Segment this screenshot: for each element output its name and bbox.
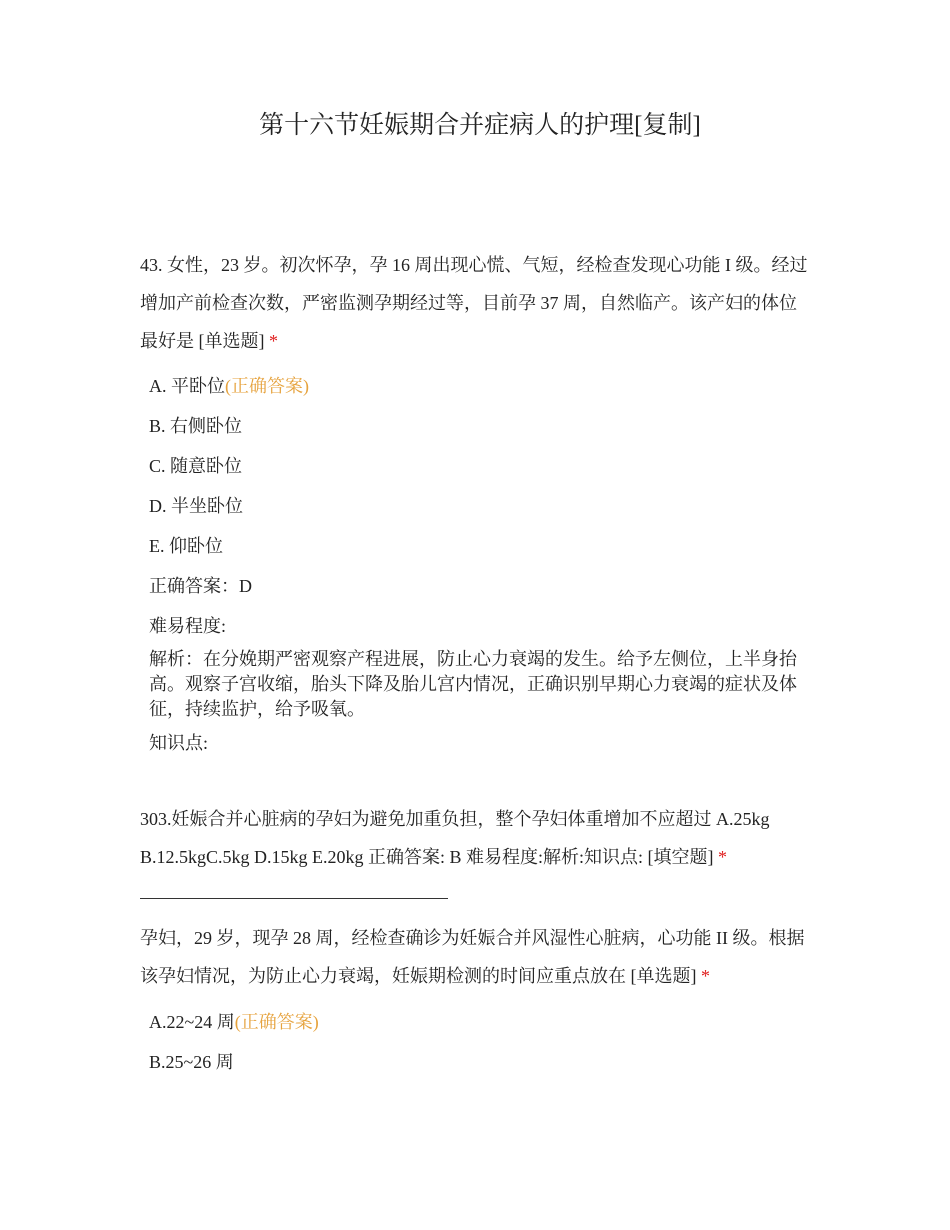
option-a (149, 373, 309, 399)
option-label: B.25~26 周 (149, 1052, 234, 1072)
correct-answer-tag: (正确答案) (225, 376, 309, 396)
required-mark: * (718, 847, 728, 867)
option-d (149, 493, 243, 519)
option-b (149, 413, 242, 439)
page-title: 第十六节妊娠期合并症病人的护理[复制] (259, 112, 701, 139)
correct-answer: 正确答案：D (149, 576, 252, 596)
option-a (149, 1009, 319, 1035)
question-3 (140, 919, 810, 995)
option-label: C. 随意卧位 (149, 456, 243, 476)
option-label: D. 半坐卧位 (149, 496, 243, 516)
knowledge-point: 知识点: (149, 733, 209, 753)
option-c (149, 453, 242, 479)
fill-in-blank-line[interactable] (140, 898, 448, 899)
required-mark: * (269, 331, 278, 351)
option-label: E. 仰卧位 (149, 536, 223, 556)
option-b (149, 1049, 234, 1075)
option-label: B. 右侧卧位 (149, 416, 243, 436)
option-label: A.22~24 周 (149, 1012, 235, 1032)
option-label: A. 平卧位 (149, 376, 225, 396)
question-text: 303.妊娠合并心脏病的孕妇为避免加重负担，整个孕妇体重增加不应超过 A.25kg B.12.5kgC.5kg D.15kg E.20kg 正确答案: B 难易程度:解析:知识点: [填空题] (140, 809, 770, 867)
question-text: 孕妇，29 岁，现孕 28 周，经检查确诊为妊娠合并风湿性心脏病，心功能 II 级。根据该孕妇情况，为防止心力衰竭，妊娠期检测的时间应重点放在 [单选题] (140, 928, 805, 986)
correct-answer-tag: (正确答案) (234, 1012, 319, 1032)
difficulty: 难易程度: (149, 616, 227, 636)
question-text: 43. 女性，23 岁。初次怀孕，孕 16 周出现心慌、气短，经检查发现心功能 I 级。经过增加产前检查次数，严密监测孕期经过等，目前孕 37 周，自然临产。该产妇的体位最好是 [单选题] (140, 255, 808, 351)
option-e (149, 533, 223, 559)
question-303 (140, 800, 810, 876)
analysis: 解析：在分娩期严密观察产程进展，防止心力衰竭的发生。给予左侧位，上半身抬高。观察子宫收缩，胎头下降及胎儿宫内情况，正确识别早期心力衰竭的症状及体征，持续监护，给予吸氧。 (149, 649, 797, 719)
question-43 (140, 246, 810, 360)
required-mark: * (701, 966, 710, 986)
